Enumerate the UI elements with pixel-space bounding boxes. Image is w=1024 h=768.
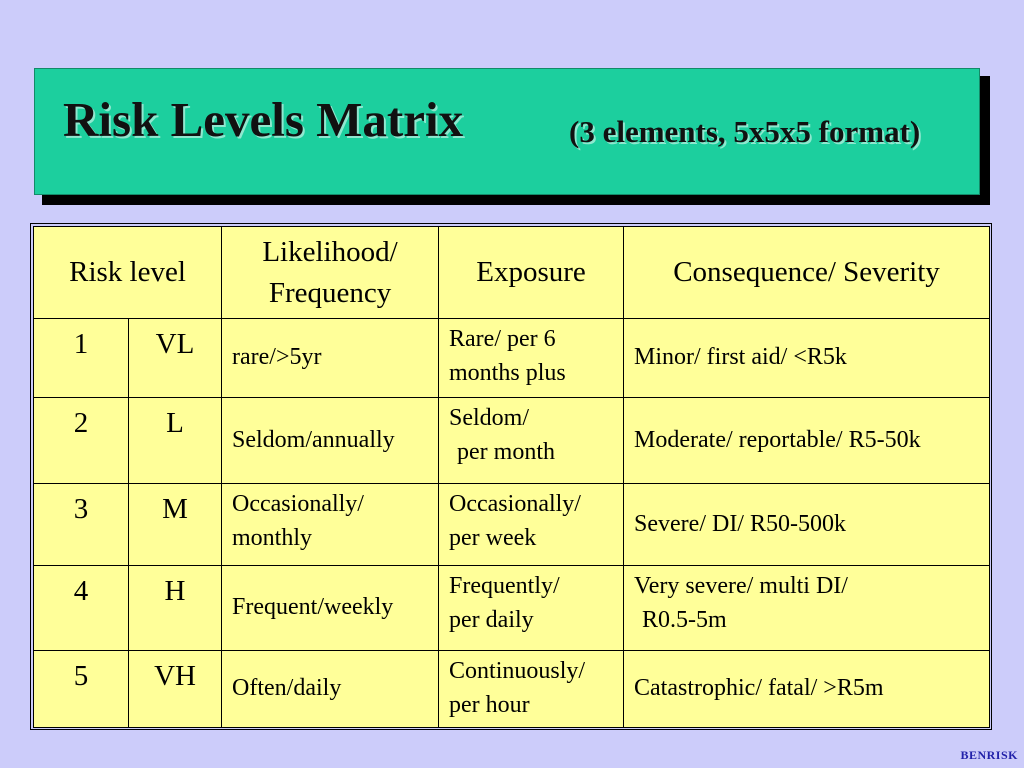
exposure-cell	[439, 484, 624, 566]
exposure-line: Occasionally/	[449, 491, 581, 517]
risk-number: 1	[34, 319, 129, 398]
footer-brand: BENRISK	[960, 748, 1018, 762]
slide-subtitle: (3 elements, 5x5x5 format)	[569, 114, 921, 149]
likelihood-line: Occasionally/	[232, 491, 364, 517]
exposure-cell	[439, 398, 624, 484]
consequence-cell	[624, 566, 990, 651]
likelihood-text: Seldom/annually	[232, 426, 395, 453]
likelihood-text: Frequent/weekly	[232, 594, 394, 621]
table-row	[34, 398, 990, 484]
likelihood-cell	[222, 484, 439, 566]
header-consequence: Consequence/ Severity	[624, 227, 990, 319]
exposure-line: per week	[449, 524, 537, 551]
exposure-line: per hour	[449, 691, 530, 718]
risk-level-code: VH	[129, 651, 222, 728]
risk-number: 4	[34, 566, 129, 651]
likelihood-text: Often/daily	[232, 675, 342, 702]
consequence-cell	[624, 398, 990, 484]
table-row	[34, 651, 990, 728]
risk-number: 5	[34, 651, 129, 728]
likelihood-line: monthly	[232, 524, 313, 551]
risk-level-code: L	[129, 398, 222, 484]
header-likelihood-line2: Frequency	[268, 276, 392, 309]
slide-title: Risk Levels Matrix	[63, 92, 464, 147]
header-likelihood	[222, 227, 439, 319]
consequence-cell	[624, 319, 990, 398]
likelihood-cell	[222, 566, 439, 651]
consequence-line: R0.5-5m	[642, 606, 727, 633]
risk-level-code: VL	[129, 319, 222, 398]
likelihood-cell	[222, 319, 439, 398]
risk-number: 3	[34, 484, 129, 566]
table-row	[34, 319, 990, 398]
consequence-text: Severe/ DI/ R50-500k	[634, 510, 846, 537]
exposure-line: months plus	[449, 359, 566, 386]
header-risk-level: Risk level	[34, 227, 222, 319]
exposure-cell	[439, 566, 624, 651]
risk-matrix-table	[33, 226, 990, 728]
exposure-cell	[439, 319, 624, 398]
header-likelihood-line1: Likelihood/	[262, 236, 398, 269]
likelihood-cell	[222, 651, 439, 728]
exposure-line: Continuously/	[449, 658, 586, 684]
title-box	[34, 68, 980, 195]
table-row	[34, 566, 990, 651]
exposure-line: per daily	[449, 606, 534, 633]
exposure-cell	[439, 651, 624, 728]
consequence-cell	[624, 484, 990, 566]
likelihood-cell	[222, 398, 439, 484]
risk-level-code: M	[129, 484, 222, 566]
risk-number: 2	[34, 398, 129, 484]
exposure-line: Frequently/	[449, 573, 560, 599]
exposure-line: Rare/ per 6	[449, 326, 556, 352]
header-row	[34, 227, 990, 319]
risk-level-code: H	[129, 566, 222, 651]
likelihood-text: rare/>5yr	[232, 344, 322, 371]
consequence-cell	[624, 651, 990, 728]
consequence-line: Very severe/ multi DI/	[634, 573, 848, 599]
exposure-line: per month	[457, 438, 555, 465]
consequence-text: Minor/ first aid/ <R5k	[634, 344, 847, 371]
exposure-line: Seldom/	[449, 405, 530, 431]
consequence-text: Catastrophic/ fatal/ >R5m	[634, 675, 884, 702]
table-row	[34, 484, 990, 566]
header-exposure: Exposure	[439, 227, 624, 319]
consequence-text: Moderate/ reportable/ R5-50k	[634, 426, 921, 453]
